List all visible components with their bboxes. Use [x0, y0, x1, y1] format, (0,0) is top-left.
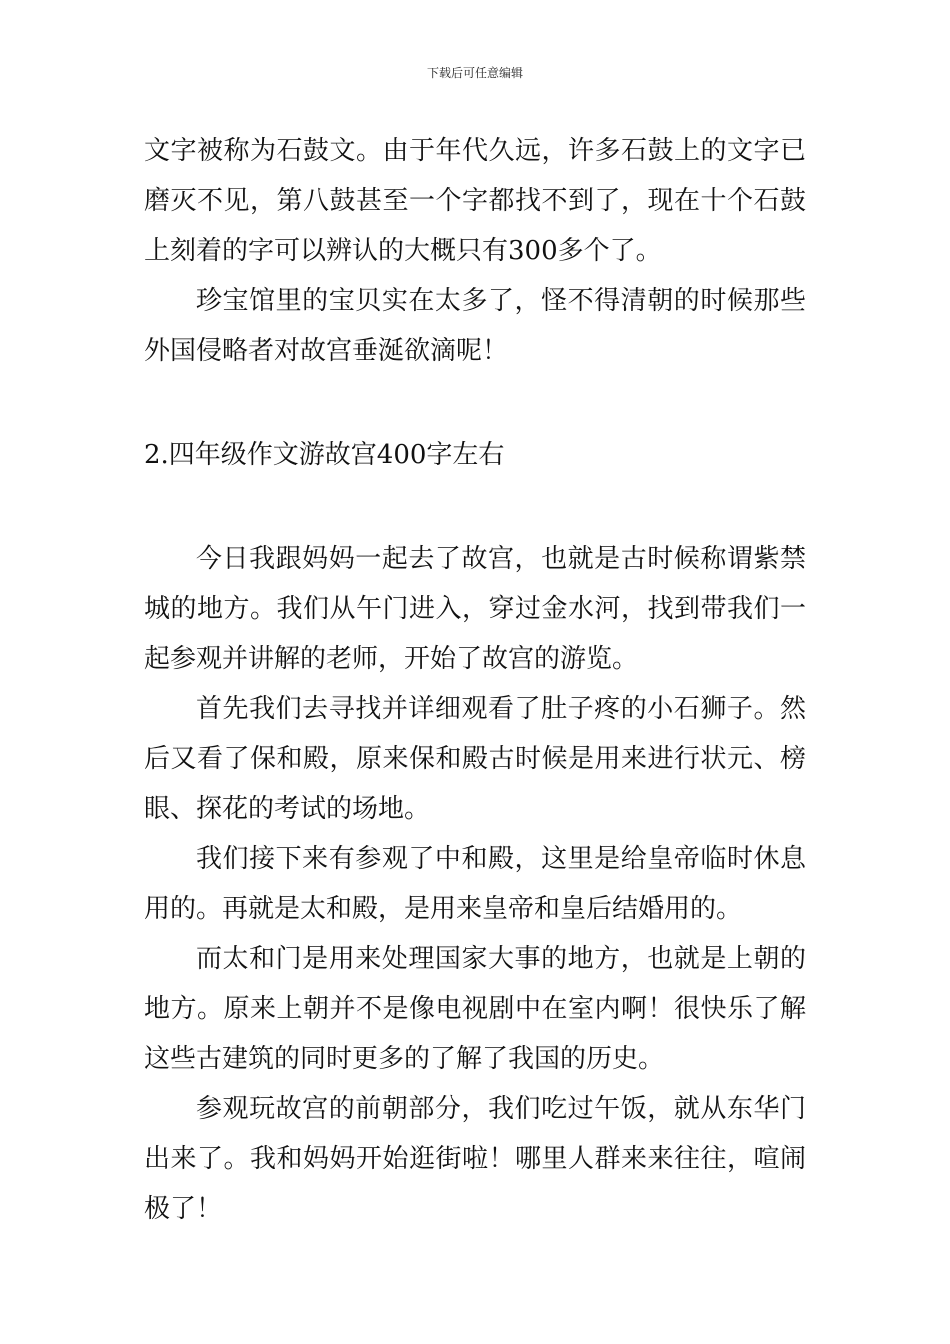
essay-paragraph: 而太和门是用来处理国家大事的地方，也就是上朝的地方。原来上朝并不是像电视剧中在室内啊！很快乐了解这些古建筑的同时更多的了解了我国的历史。 — [144, 944, 806, 1074]
treasure-hall-paragraph: 珍宝馆里的宝贝实在太多了，怪不得清朝的时候那些外国侵略者对故宫垂涎欲滴呢！ — [144, 286, 806, 366]
essay-paragraph: 首先我们去寻找并详细观看了肚子疼的小石狮子。然后又看了保和殿，原来保和殿古时候是用来进行状元、榜眼、探花的考试的场地。 — [144, 694, 806, 824]
essay-paragraph: 参观玩故宫的前朝部分，我们吃过午饭，就从东华门出来了。我和妈妈开始逛街啦！哪里人群来来往往，喧闹极了！ — [144, 1094, 806, 1224]
header-note: 下载后可任意编辑 — [426, 66, 523, 80]
essay-paragraph: 今日我跟妈妈一起去了故宫，也就是古时候称谓紫禁城的地方。我们从午门进入，穿过金水河，找到带我们一起参观并讲解的老师，开始了故宫的游览。 — [144, 544, 806, 674]
document-body — [144, 126, 806, 1234]
section-heading: 2.四年级作文游故宫400字左右 — [144, 440, 505, 470]
continuation-paragraph: 文字被称为石鼓文。由于年代久远，许多石鼓上的文字已磨灭不见，第八鼓甚至一个字都找不到了，现在十个石鼓上刻着的字可以辨认的大概只有300多个了。 — [144, 136, 806, 266]
essay-paragraph: 我们接下来有参观了中和殿，这里是给皇帝临时休息用的。再就是太和殿，是用来皇帝和皇后结婚用的。 — [144, 844, 806, 924]
